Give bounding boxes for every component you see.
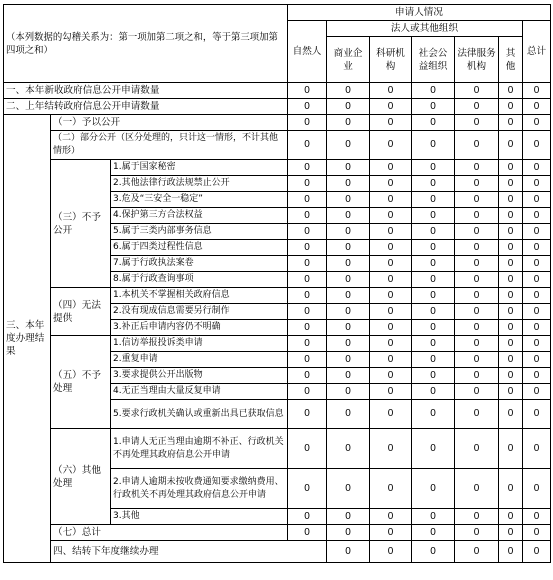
cell-value: 0 (455, 256, 499, 272)
group-label: （五）不予处理 (51, 336, 111, 429)
cell-value: 0 (370, 256, 412, 272)
cell-value: 0 (370, 368, 412, 384)
row-label: 2.没有现成信息需要另行制作 (111, 304, 288, 320)
cell-value: 0 (412, 176, 455, 192)
cell-value: 0 (523, 509, 551, 525)
cell-value: 0 (370, 115, 412, 131)
cell-value: 0 (499, 320, 523, 336)
cell-value: 0 (288, 192, 327, 208)
cell-value: 0 (455, 176, 499, 192)
cell-value: 0 (370, 176, 412, 192)
cell-value: 0 (499, 400, 523, 429)
cell-value: 0 (455, 352, 499, 368)
cell-value: 0 (523, 368, 551, 384)
table-row (4, 131, 551, 160)
col-commercial: 商业企业 (327, 37, 370, 83)
cell-value: 0 (499, 208, 523, 224)
cell-value: 0 (499, 256, 523, 272)
cell-value: 0 (327, 368, 370, 384)
cell-value: 0 (370, 192, 412, 208)
cell-value: 0 (327, 541, 370, 563)
cell-value: 0 (499, 272, 523, 288)
row-label: 1.本机关不掌握相关政府信息 (111, 288, 288, 304)
cell-value: 0 (499, 131, 523, 160)
cell-value: 0 (499, 224, 523, 240)
col-research: 科研机构 (370, 37, 412, 83)
cell-value: 0 (455, 336, 499, 352)
cell-value: 0 (288, 160, 327, 176)
cell-value: 0 (499, 99, 523, 115)
cell-value: 0 (499, 469, 523, 509)
row-label: 2.申请人逾期未按收费通知要求缴纳费用、行政机关不再处理其政府信息公开申请 (111, 469, 288, 509)
cell-value: 0 (523, 176, 551, 192)
cell-value: 0 (288, 176, 327, 192)
cell-value: 0 (499, 160, 523, 176)
row-label: 5.要求行政机关确认或重新出具已获取信息 (111, 400, 288, 429)
cell-value: 0 (412, 509, 455, 525)
cell-value: 0 (499, 352, 523, 368)
cell-value: 0 (288, 83, 327, 99)
table-row (4, 160, 551, 176)
cell-value: 0 (523, 208, 551, 224)
cell-value: 0 (499, 288, 523, 304)
row-label: 3.危及“三安全一稳定” (111, 192, 288, 208)
cell-value: 0 (455, 192, 499, 208)
cell-value: 0 (499, 240, 523, 256)
cell-value: 0 (412, 368, 455, 384)
cell-value: 0 (370, 320, 412, 336)
cell-value: 0 (499, 83, 523, 99)
cell-value: 0 (412, 469, 455, 509)
cell-value: 0 (455, 429, 499, 469)
row-label: 2.重复申请 (111, 352, 288, 368)
cell-value: 0 (327, 525, 370, 541)
cell-value: 0 (412, 525, 455, 541)
cell-value: 0 (327, 384, 370, 400)
cell-value: 0 (455, 400, 499, 429)
cell-value: 0 (327, 429, 370, 469)
cell-value: 0 (523, 160, 551, 176)
cell-value: 0 (455, 509, 499, 525)
cell-value: 0 (455, 240, 499, 256)
col-public-welfare: 社会公益组织 (412, 37, 455, 83)
cell-value: 0 (327, 240, 370, 256)
cell-value: 0 (523, 115, 551, 131)
cell-value: 0 (327, 400, 370, 429)
group-label: （四）无法提供 (51, 288, 111, 336)
cell-value: 0 (412, 272, 455, 288)
cell-value: 0 (523, 352, 551, 368)
row-label: 4.保护第三方合法权益 (111, 208, 288, 224)
gov-info-disclosure-table (3, 4, 551, 563)
cell-value: 0 (523, 336, 551, 352)
row-label: 5.属于三类内部事务信息 (111, 224, 288, 240)
cell-value: 0 (523, 272, 551, 288)
cell-value: 0 (523, 469, 551, 509)
cell-value: 0 (327, 192, 370, 208)
table-row (4, 99, 551, 115)
cell-value: 0 (327, 115, 370, 131)
cell-value: 0 (288, 352, 327, 368)
group-label: （三）不予公开 (51, 160, 111, 288)
cell-value: 0 (455, 83, 499, 99)
cell-value: 0 (499, 429, 523, 469)
cell-value: 0 (370, 429, 412, 469)
cell-value: 0 (523, 288, 551, 304)
cell-value: 0 (370, 384, 412, 400)
row-label: 1.信访举报投诉类申请 (111, 336, 288, 352)
cell-value: 0 (327, 176, 370, 192)
cell-value: 0 (499, 509, 523, 525)
cell-value: 0 (523, 83, 551, 99)
cell-value: 0 (288, 272, 327, 288)
row-label: 1.申请人无正当理由逾期不补正、行政机关不再处理其政府信息公开申请 (111, 429, 288, 469)
cell-value: 0 (370, 400, 412, 429)
cell-value: 0 (370, 525, 412, 541)
cell-value: 0 (499, 541, 523, 563)
cell-value: 0 (523, 525, 551, 541)
col-other: 其他 (499, 37, 523, 83)
cell-value: 0 (288, 304, 327, 320)
cell-value: 0 (288, 131, 327, 160)
cell-value: 0 (288, 256, 327, 272)
cell-value: 0 (288, 99, 327, 115)
cell-value: 0 (455, 320, 499, 336)
cell-value: 0 (370, 131, 412, 160)
cell-value: 0 (412, 400, 455, 429)
cell-value: 0 (288, 115, 327, 131)
cell-value: 0 (499, 176, 523, 192)
cell-value: 0 (455, 131, 499, 160)
cell-value: 0 (327, 320, 370, 336)
cell-value: 0 (412, 541, 455, 563)
cell-value: 0 (412, 240, 455, 256)
cell-value: 0 (412, 131, 455, 160)
cell-value: 0 (370, 83, 412, 99)
cell-value: 0 (288, 525, 327, 541)
legal-group-header: 法人或其他组织 (327, 21, 523, 37)
cell-value: 0 (370, 469, 412, 509)
cell-value: 0 (288, 240, 327, 256)
cell-value: 0 (370, 304, 412, 320)
cell-value: 0 (288, 509, 327, 525)
cell-value: 0 (412, 320, 455, 336)
cell-value: 0 (523, 400, 551, 429)
row-label: 6.属于四类过程性信息 (111, 240, 288, 256)
cell-value: 0 (455, 272, 499, 288)
cell-value: 0 (455, 541, 499, 563)
cell-value: 0 (370, 509, 412, 525)
table-note: （本列数据的勾稽关系为：第一项加第二项之和，等于第三项加第四项之和） (4, 5, 288, 83)
cell-value: 0 (412, 288, 455, 304)
cell-value: 0 (327, 336, 370, 352)
row-label: 8.属于行政查询事项 (111, 272, 288, 288)
cell-value: 0 (327, 272, 370, 288)
col-legal-service: 法律服务机构 (455, 37, 499, 83)
cell-value: 0 (370, 272, 412, 288)
cell-value: 0 (370, 99, 412, 115)
row-label: 4.无正当理由大量反复申请 (111, 384, 288, 400)
cell-value: 0 (455, 469, 499, 509)
cell-value: 0 (499, 368, 523, 384)
cell-value: 0 (327, 288, 370, 304)
cell-value: 0 (370, 352, 412, 368)
cell-value: 0 (523, 304, 551, 320)
cell-value: 0 (455, 115, 499, 131)
cell-value: 0 (288, 320, 327, 336)
applicant-header: 申请人情况 (288, 5, 551, 21)
cell-value: 0 (327, 160, 370, 176)
cell-value: 0 (455, 384, 499, 400)
table-row (4, 525, 551, 541)
cell-value: 0 (412, 115, 455, 131)
cell-value: 0 (523, 256, 551, 272)
cell-value: 0 (455, 160, 499, 176)
cell-value: 0 (370, 240, 412, 256)
cell-value: 0 (412, 83, 455, 99)
cell-value: 0 (370, 160, 412, 176)
row-label: （七）总计 (51, 525, 288, 541)
cell-value: 0 (327, 83, 370, 99)
cell-value: 0 (523, 224, 551, 240)
cell-value: 0 (412, 224, 455, 240)
row-label: 1.属于国家秘密 (111, 160, 288, 176)
cell-value: 0 (523, 240, 551, 256)
cell-value: 0 (455, 368, 499, 384)
cell-value: 0 (523, 384, 551, 400)
table-row (4, 288, 551, 304)
cell-value: 0 (455, 208, 499, 224)
cell-value: 0 (499, 384, 523, 400)
cell-value: 0 (370, 541, 412, 563)
section3-label: 三、本年度办理结果 (4, 115, 51, 563)
cell-value: 0 (327, 131, 370, 160)
row-label: 7.属于行政执法案卷 (111, 256, 288, 272)
cell-value: 0 (288, 400, 327, 429)
row-label: 3.其他 (111, 509, 288, 525)
cell-value: 0 (327, 509, 370, 525)
cell-value: 0 (370, 288, 412, 304)
cell-value: 0 (455, 224, 499, 240)
cell-value: 0 (412, 99, 455, 115)
cell-value: 0 (370, 224, 412, 240)
cell-value: 0 (288, 224, 327, 240)
cell-value: 0 (327, 99, 370, 115)
cell-value: 0 (370, 336, 412, 352)
cell-value: 0 (412, 208, 455, 224)
cell-value: 0 (327, 208, 370, 224)
cell-value: 0 (455, 99, 499, 115)
cell-value: 0 (327, 304, 370, 320)
cell-value: 0 (412, 336, 455, 352)
cell-value: 0 (288, 384, 327, 400)
table-row (4, 115, 551, 131)
cell-value: 0 (412, 192, 455, 208)
table-row (4, 429, 551, 469)
row-label: 2.其他法律行政法规禁止公开 (111, 176, 288, 192)
cell-value: 0 (523, 131, 551, 160)
cell-value: 0 (288, 208, 327, 224)
cell-value: 0 (412, 384, 455, 400)
cell-value: 0 (327, 469, 370, 509)
cell-value: 0 (412, 304, 455, 320)
row-label: 一、本年新收政府信息公开申请数量 (4, 83, 288, 99)
cell-value: 0 (455, 288, 499, 304)
row-label: 二、上年结转政府信息公开申请数量 (4, 99, 288, 115)
cell-value: 0 (523, 192, 551, 208)
row-label: 四、结转下年度继续办理 (51, 541, 327, 563)
cell-value: 0 (523, 541, 551, 563)
cell-value: 0 (412, 429, 455, 469)
cell-value: 0 (499, 192, 523, 208)
cell-value: 0 (455, 525, 499, 541)
row-label: 3.要求提供公开出版物 (111, 368, 288, 384)
cell-value: 0 (327, 352, 370, 368)
table-row (4, 83, 551, 99)
cell-value: 0 (288, 469, 327, 509)
cell-value: 0 (370, 208, 412, 224)
cell-value: 0 (288, 336, 327, 352)
cell-value: 0 (523, 320, 551, 336)
cell-value: 0 (499, 304, 523, 320)
cell-value: 0 (327, 224, 370, 240)
cell-value: 0 (499, 115, 523, 131)
cell-value: 0 (523, 429, 551, 469)
row-label: （二）部分公开（区分处理的，只计这一情形，不计其他情形） (51, 131, 288, 160)
cell-value: 0 (412, 352, 455, 368)
row-label: 3.补正后申请内容仍不明确 (111, 320, 288, 336)
row-label: （一）予以公开 (51, 115, 288, 131)
group-label: （六）其他处理 (51, 429, 111, 525)
table-row (4, 336, 551, 352)
cell-value: 0 (327, 256, 370, 272)
cell-value: 0 (288, 368, 327, 384)
cell-value: 0 (412, 256, 455, 272)
cell-value: 0 (455, 304, 499, 320)
cell-value: 0 (412, 160, 455, 176)
cell-value: 0 (288, 288, 327, 304)
col-natural-person: 自然人 (288, 21, 327, 83)
cell-value: 0 (499, 336, 523, 352)
cell-value: 0 (523, 99, 551, 115)
col-total: 总计 (523, 21, 551, 83)
cell-value: 0 (499, 525, 523, 541)
table-row (4, 541, 551, 563)
cell-value: 0 (288, 429, 327, 469)
